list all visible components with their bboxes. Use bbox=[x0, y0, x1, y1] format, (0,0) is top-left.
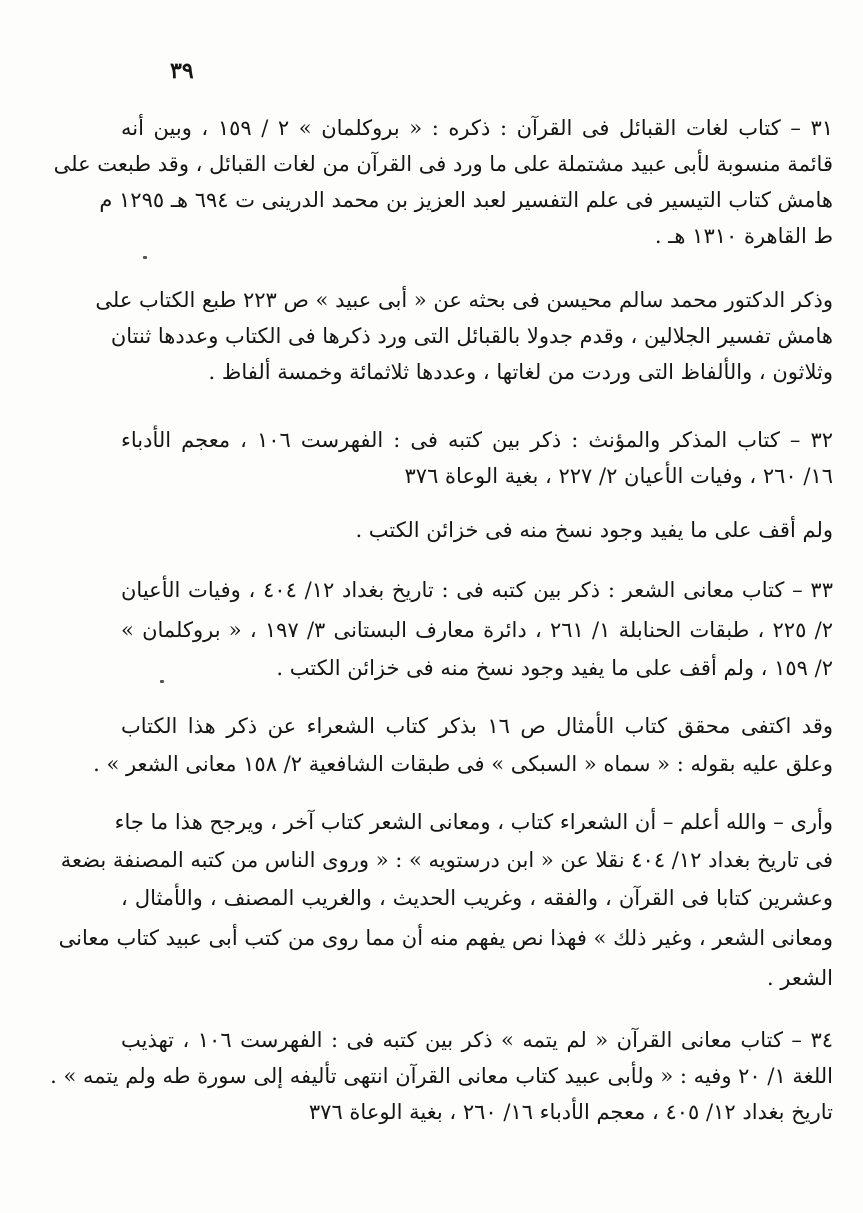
text-line: ٣٢ – كتاب المذكر والمؤنث : ذكر بين كتبه فى : الفهرست ١٠٦ ، معجم الأدباء bbox=[121, 428, 833, 452]
text-line: وأرى – والله أعلم – أن الشعراء كتاب ، ومعانى الشعر كتاب آخر ، ويرجح هذا ما جاء bbox=[114, 810, 833, 834]
text-line: فى تاريخ بغداد ١٢/ ٤٠٤ نقلا عن « ابن درستويه » : « وروى الناس من كتبه المصنفة بضعة bbox=[60, 848, 833, 872]
text-line: تاريخ بغداد ١٢/ ٤٠٥ ، معجم الأدباء ١٦/ ٢٦٠ ، بغية الوعاة ٣٧٦ bbox=[308, 1100, 833, 1124]
text-line: وعلق عليه بقوله : « سماه « السبكى » فى طبقات الشافعية ٢/ ١٥٨ معانى الشعر » . bbox=[93, 752, 833, 776]
text-line: ٢/ ٢٢٥ ، طبقات الحنابلة ١/ ٢٦١ ، دائرة معارف البستانى ٣/ ١٩٧ ، « بروكلمان » bbox=[121, 618, 833, 642]
text-line: ٣٤ – كتاب معانى القرآن « لم يتمه » ذكر بين كتبه فى : الفهرست ١٠٦ ، تهذيب bbox=[121, 1028, 833, 1052]
text-line: وذكر الدكتور محمد سالم محيسن فى بحثه عن « أبى عبيد » ص ٢٢٣ طبع الكتاب على bbox=[95, 288, 833, 312]
text-line: هامش كتاب التيسير فى علم التفسير لعبد العزيز بن محمد الدرينى ت ٦٩٤ هـ ١٢٩٥ م bbox=[99, 188, 833, 212]
text-line: هامش تفسير الجلالين ، وقدم جدولا بالقبائل التى ورد ذكرها فى الكتاب وعددها ثنتان bbox=[110, 324, 833, 348]
text-line: ١٦/ ٢٦٠ ، وفيات الأعيان ٢/ ٢٢٧ ، بغية الوعاة ٣٧٦ bbox=[404, 464, 833, 488]
text-line: ولم أقف على ما يفيد وجود نسخ منه فى خزائن الكتب . bbox=[355, 518, 833, 542]
page-number: ٣٩ bbox=[170, 58, 194, 84]
text-line: ط القاهرة ١٣١٠ هـ . bbox=[654, 224, 833, 248]
text-line: ٣٣ – كتاب معانى الشعر : ذكر بين كتبه فى : تاريخ بغداد ١٢/ ٤٠٤ ، وفيات الأعيان bbox=[121, 578, 833, 602]
scan-speck bbox=[143, 256, 147, 259]
text-line: ومعانى الشعر ، وغير ذلك » فهذا نص يفهم منه أن مما روى من كتب أبى عبيد كتاب معانى bbox=[58, 926, 833, 950]
text-line: وعشرين كتابا فى القرآن ، والفقه ، وغريب الحديث ، والغريب المصنف ، والأمثال ، bbox=[121, 886, 833, 910]
text-line: وثلاثون ، والألفاظ التى وردت من لغاتها ، وعددها ثلاثمائة وخمسة ألفاظ . bbox=[208, 360, 833, 384]
text-line: وقد اكتفى محقق كتاب الأمثال ص ١٦ بذكر كتاب الشعراء عن ذكر هذا الكتاب bbox=[121, 714, 833, 738]
text-line: ٣١ – كتاب لغات القبائل فى القرآن : ذكره : « بروكلمان » ٢ / ١٥٩ ، وبين أنه bbox=[121, 116, 833, 140]
text-line: اللغة ١/ ٢٠ وفيه : « ولأبى عبيد كتاب معانى القرآن انتهى تأليفه إلى سورة طه ولم يتمه » . bbox=[50, 1064, 833, 1088]
text-line: الشعر . bbox=[766, 966, 833, 990]
scan-speck bbox=[160, 680, 164, 683]
text-line: ٢/ ١٥٩ ، ولم أقف على ما يفيد وجود نسخ منه فى خزائن الكتب . bbox=[276, 656, 833, 680]
text-line: قائمة منسوبة لأبى عبيد مشتملة على ما ورد فى القرآن من لغات القبائل ، وقد طبعت على bbox=[53, 152, 833, 176]
